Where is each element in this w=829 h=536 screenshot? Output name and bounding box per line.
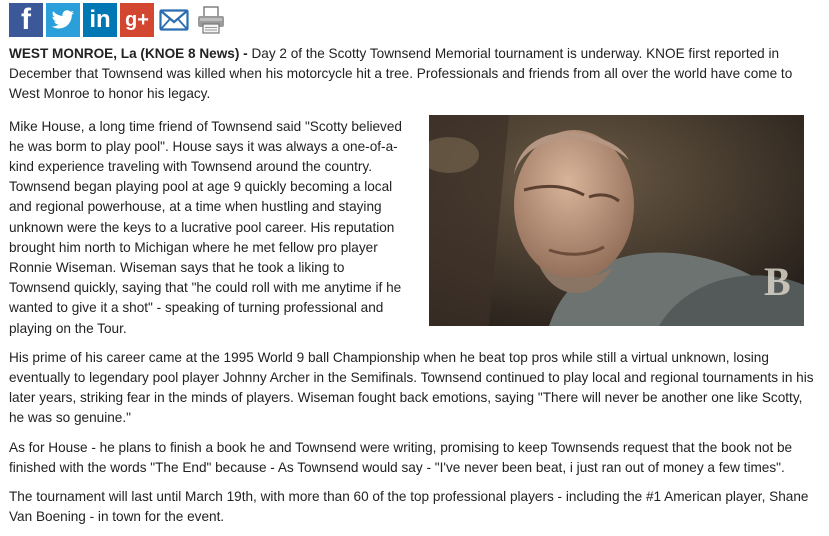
twitter-icon[interactable]: [46, 3, 80, 37]
twitter-bird-glyph: [51, 10, 75, 30]
googleplus-icon[interactable]: [120, 3, 154, 37]
print-icon[interactable]: [194, 3, 228, 37]
email-icon[interactable]: [157, 3, 191, 37]
printer-glyph: [196, 5, 226, 35]
linkedin-glyph: in: [89, 6, 111, 33]
googleplus-glyph: g+: [125, 8, 149, 31]
paragraph-5: The tournament will last until March 19th, with more than 60 of the top professional players - including the #1 American player, Shane Van Boening - in town for the event.: [9, 489, 809, 525]
paragraph-1-text: Day 2 of the Scotty Townsend Memorial tournament is underway. KNOE first reported in December that Townsend was killed when his motorcycle hit a tree. Professionals and friends from all over the world have come to West Monroe to honor his legacy.: [9, 46, 793, 102]
portrait-illustration: [429, 115, 804, 326]
svg-text:B: B: [764, 259, 791, 304]
facebook-icon[interactable]: [9, 3, 43, 37]
dateline: WEST MONROE, La (KNOE 8 News) -: [9, 46, 248, 61]
facebook-glyph: f: [21, 3, 31, 36]
linkedin-icon[interactable]: [83, 3, 117, 37]
share-bar: [9, 2, 228, 38]
paragraph-2: Mike House, a long time friend of Townsend said "Scotty believed he was borm to play pool". House says it was always a one-of-a-kind experience traveling with Townsend around the country. Townsend began playing pool at age 9 quickly becoming a local and regional powerhouse, at a time when hustling and staying unknown were the keys to a lucrative pool career. His reputation brought him north to Michigan where he met fellow pro player Ronnie Wiseman. Wiseman says that he took a liking to Townsend quickly, saying that "he could roll with me anytime if he wanted to give it a shot" - speaking of turning professional and playing on the Tour.: [9, 118, 402, 336]
article-photo: [429, 115, 804, 326]
paragraph-3: His prime of his career came at the 1995 World 9 ball Championship when he beat top pros while still a virtual unknown, losing eventually to legendary pool player Johnny Archer in the Semifinals. Townsend continued to play local and regional tournaments in his later years, striking fear in the minds of players. Wiseman fought back emotions, saying "There will never be another one like Scotty, he was so genuine.": [9, 349, 814, 426]
paragraph-4: As for House - he plans to finish a book he and Townsend were writing, promising to keep Townsends request that the book not be finished with the words "The End" because - As Townsend would say - "I've never been beat, i just ran out of money a few times".: [9, 439, 793, 475]
envelope-glyph: [159, 9, 189, 31]
paragraph-1: [9, 44, 821, 105]
